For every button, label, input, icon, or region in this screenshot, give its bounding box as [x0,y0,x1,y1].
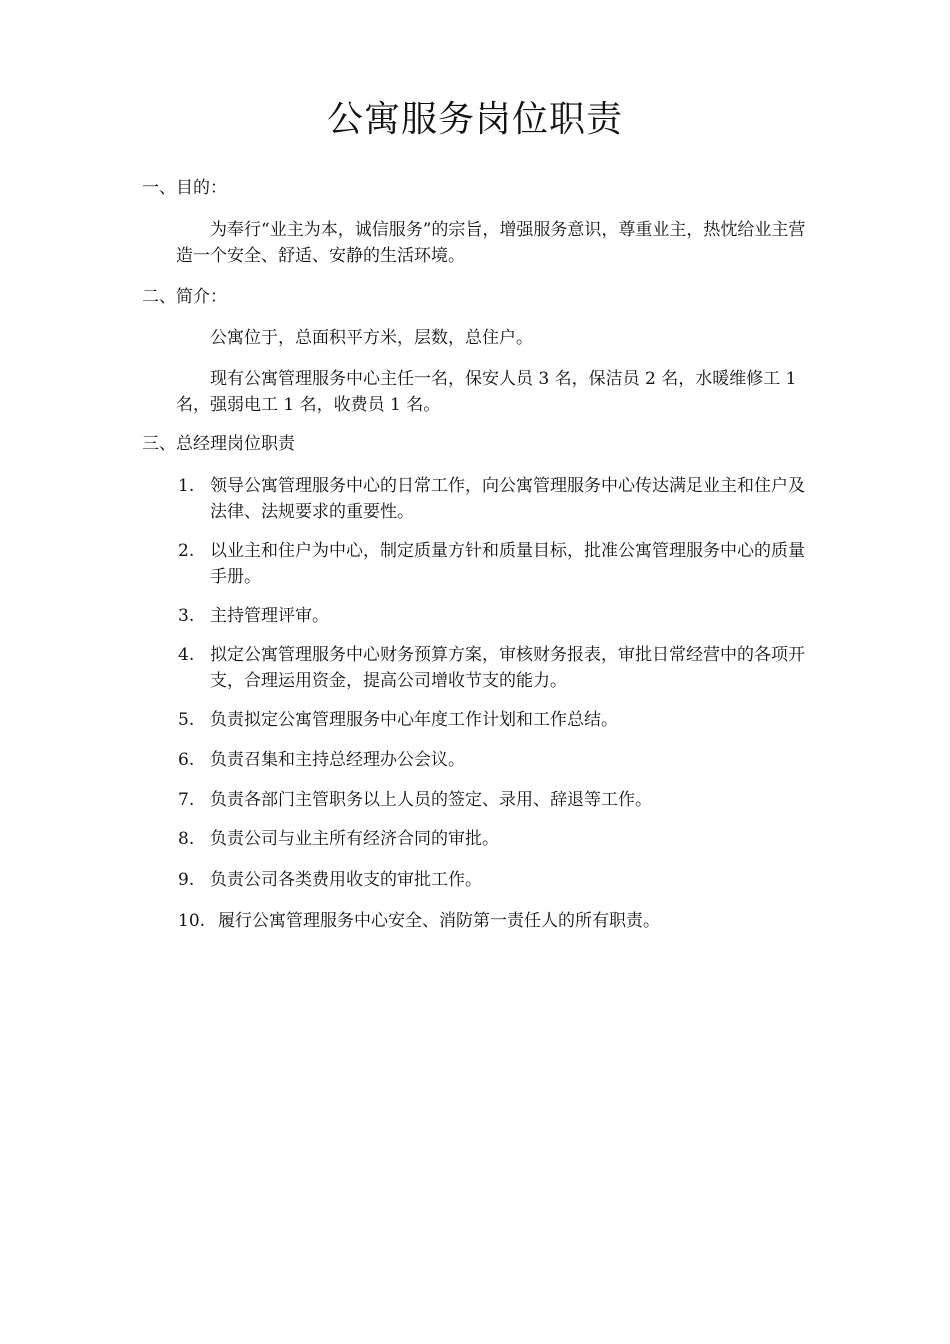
list-item [178,867,818,893]
list-item-text: 负责召集和主持总经理办公会议。 [210,750,465,770]
intro-paragraph-1: 公寓位于，总面积平方米，层数，总住户。 [210,328,533,348]
list-item-number: 4. [178,645,195,665]
list-item [178,908,818,934]
list-item [178,787,818,813]
list-item-number: 7. [178,790,195,810]
list-item-text: 负责拟定公寓管理服务中心年度工作计划和工作总结。 [210,710,618,730]
list-item-text: 领导公寓管理服务中心的日常工作，向公寓管理服务中心传达满足业主和住户及法律、法规要求的重要性。 [210,476,805,522]
list-item-number: 2. [178,541,195,561]
purpose-paragraph: 为奉行“业主为本，诚信服务”的宗旨，增强服务意识，尊重业主，热忱给业主营造一个安全、舒适、安静的生活环境。 [176,220,806,266]
list-item-number: 3. [178,606,195,626]
list-item-number: 1. [178,476,195,496]
intro-paragraph-2: 现有公寓管理服务中心主任一名，保安人员 3 名，保洁员 2 名，水暖维修工 1 名，强弱电工 1 名，收费员 1 名。 [176,369,797,415]
list-item [178,707,818,733]
section-heading-intro: 二、简介： [142,287,227,307]
list-item-number: 10. [178,911,206,931]
list-item-text: 以业主和住户为中心，制定质量方针和质量目标，批准公寓管理服务中心的质量手册。 [210,541,805,587]
list-item-text: 拟定公寓管理服务中心财务预算方案，审核财务报表，审批日常经营中的各项开支，合理运用资金，提高公司增收节支的能力。 [210,645,805,691]
list-item [178,642,818,694]
section-heading-purpose: 一、目的： [142,178,227,198]
list-item-text: 主持管理评审。 [210,606,329,626]
list-item-text: 负责各部门主管职务以上人员的签定、录用、辞退等工作。 [210,790,652,810]
list-item-text: 履行公寓管理服务中心安全、消防第一责任人的所有职责。 [218,911,660,931]
list-item-text: 负责公司与业主所有经济合同的审批。 [210,829,499,849]
list-item-number: 9. [178,870,195,890]
list-item [178,747,818,773]
list-item-number: 5. [178,710,195,730]
list-item [178,603,818,629]
list-item [178,538,818,590]
list-item [178,826,818,852]
list-item-number: 6. [178,750,195,770]
list-item [178,473,818,525]
document-title: 公寓服务岗位职责 [326,99,623,140]
list-item-number: 8. [178,829,195,849]
list-item-text: 负责公司各类费用收支的审批工作。 [210,870,482,890]
section-heading-gm-duties: 三、总经理岗位职责 [142,434,295,454]
